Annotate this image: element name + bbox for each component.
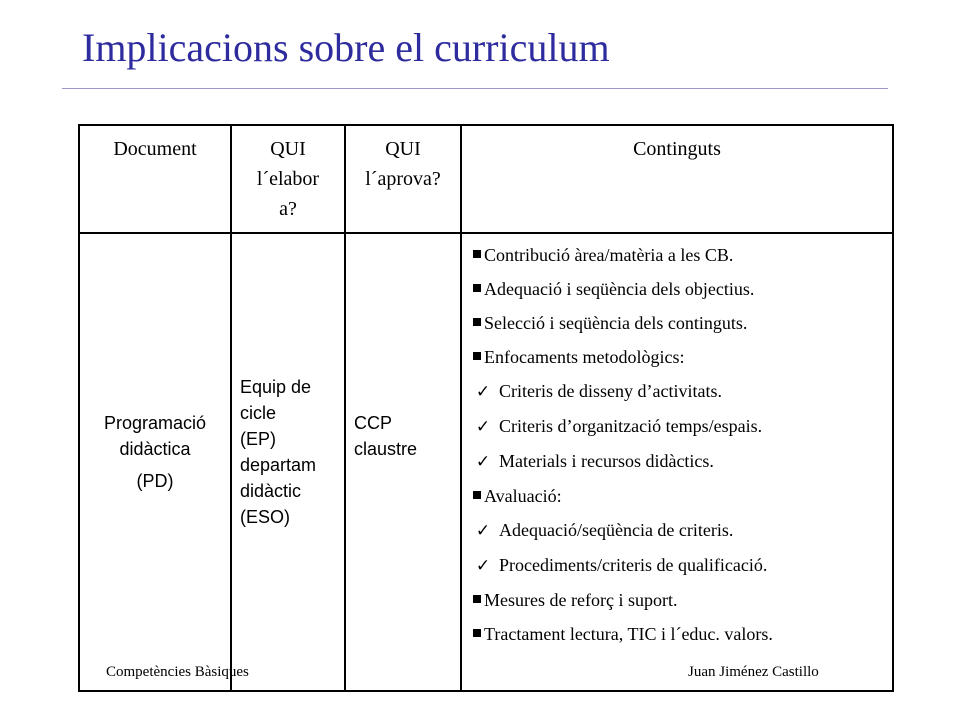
elabora-line: Equip de bbox=[240, 377, 312, 397]
table-border-bottom bbox=[78, 690, 894, 692]
document-line: Programació bbox=[103, 413, 207, 433]
square-bullet-icon bbox=[473, 318, 481, 326]
header-elabora-line: QUI bbox=[270, 138, 306, 160]
item-text: Adequació i seqüència dels objectius. bbox=[484, 279, 755, 299]
elabora-line: (ESO) bbox=[240, 507, 291, 527]
item-text: Criteris d’organització temps/espais. bbox=[499, 416, 763, 436]
item-text: Adequació/seqüència de criteris. bbox=[499, 520, 734, 540]
checkmark-icon: ✓ bbox=[475, 452, 491, 472]
checklist-item bbox=[470, 548, 890, 583]
bullet-item bbox=[470, 340, 890, 374]
square-bullet-icon bbox=[473, 352, 481, 360]
footer-right: Juan Jiménez Castillo bbox=[688, 664, 819, 680]
footer-left: Competències Bàsiques bbox=[106, 664, 249, 680]
square-bullet-icon bbox=[473, 284, 481, 292]
table-border-top bbox=[78, 124, 894, 126]
square-bullet-icon bbox=[473, 595, 481, 603]
header-elabora-line: a? bbox=[279, 198, 297, 220]
header-qui-elabora bbox=[232, 134, 344, 224]
checklist-item bbox=[470, 374, 890, 409]
header-qui-aprova bbox=[346, 134, 460, 194]
header-continguts: Continguts bbox=[633, 138, 721, 160]
item-text: Materials i recursos didàctics. bbox=[499, 451, 714, 471]
checklist-item bbox=[470, 444, 890, 479]
checkmark-icon: ✓ bbox=[475, 521, 491, 541]
item-text: Avaluació: bbox=[484, 486, 562, 506]
checklist-item bbox=[470, 409, 890, 444]
table-border-left bbox=[78, 124, 80, 692]
document-line: (PD) bbox=[136, 471, 174, 491]
checkmark-icon: ✓ bbox=[475, 417, 491, 437]
elabora-line: (EP) bbox=[240, 429, 276, 449]
bullet-item bbox=[470, 583, 890, 617]
square-bullet-icon bbox=[473, 491, 481, 499]
continguts-list bbox=[470, 238, 890, 651]
document-line: didàctica bbox=[119, 439, 191, 459]
table-border-right bbox=[892, 124, 894, 692]
elabora-line: didàctic bbox=[240, 481, 302, 501]
elabora-line: departam bbox=[240, 455, 317, 475]
elabora-line: cicle bbox=[240, 403, 277, 423]
item-text: Tractament lectura, TIC i l´educ. valors. bbox=[484, 624, 773, 644]
table-header-divider bbox=[78, 232, 894, 234]
bullet-item bbox=[470, 238, 890, 272]
item-text: Enfocaments metodològics: bbox=[484, 347, 685, 367]
header-aprova-line: QUI bbox=[385, 138, 421, 160]
bullet-item bbox=[470, 272, 890, 306]
header-document: Document bbox=[113, 138, 197, 160]
item-text: Procediments/criteris de qualificació. bbox=[499, 555, 768, 575]
table-col-divider-2 bbox=[344, 124, 346, 692]
bullet-item bbox=[470, 617, 890, 651]
item-text: Mesures de reforç i suport. bbox=[484, 590, 678, 610]
bullet-item bbox=[470, 479, 890, 513]
item-text: Contribució àrea/matèria a les CB. bbox=[484, 245, 734, 265]
header-aprova-line: l´aprova? bbox=[365, 168, 441, 190]
slide-title: Implicacions sobre el curriculum bbox=[82, 25, 610, 70]
aprova-line: claustre bbox=[354, 439, 418, 459]
cell-document bbox=[80, 410, 230, 494]
square-bullet-icon bbox=[473, 250, 481, 258]
table-col-divider-3 bbox=[460, 124, 462, 692]
square-bullet-icon bbox=[473, 629, 481, 637]
item-text: Selecció i seqüència dels continguts. bbox=[484, 313, 748, 333]
bullet-item bbox=[470, 306, 890, 340]
checklist-item bbox=[470, 513, 890, 548]
checkmark-icon: ✓ bbox=[475, 382, 491, 402]
checkmark-icon: ✓ bbox=[475, 556, 491, 576]
header-elabora-line: l´elabor bbox=[256, 168, 320, 190]
aprova-line: CCP bbox=[354, 413, 393, 433]
cell-qui-elabora bbox=[240, 374, 344, 530]
item-text: Criteris de disseny d’activitats. bbox=[499, 381, 722, 401]
cell-qui-aprova bbox=[354, 410, 458, 462]
